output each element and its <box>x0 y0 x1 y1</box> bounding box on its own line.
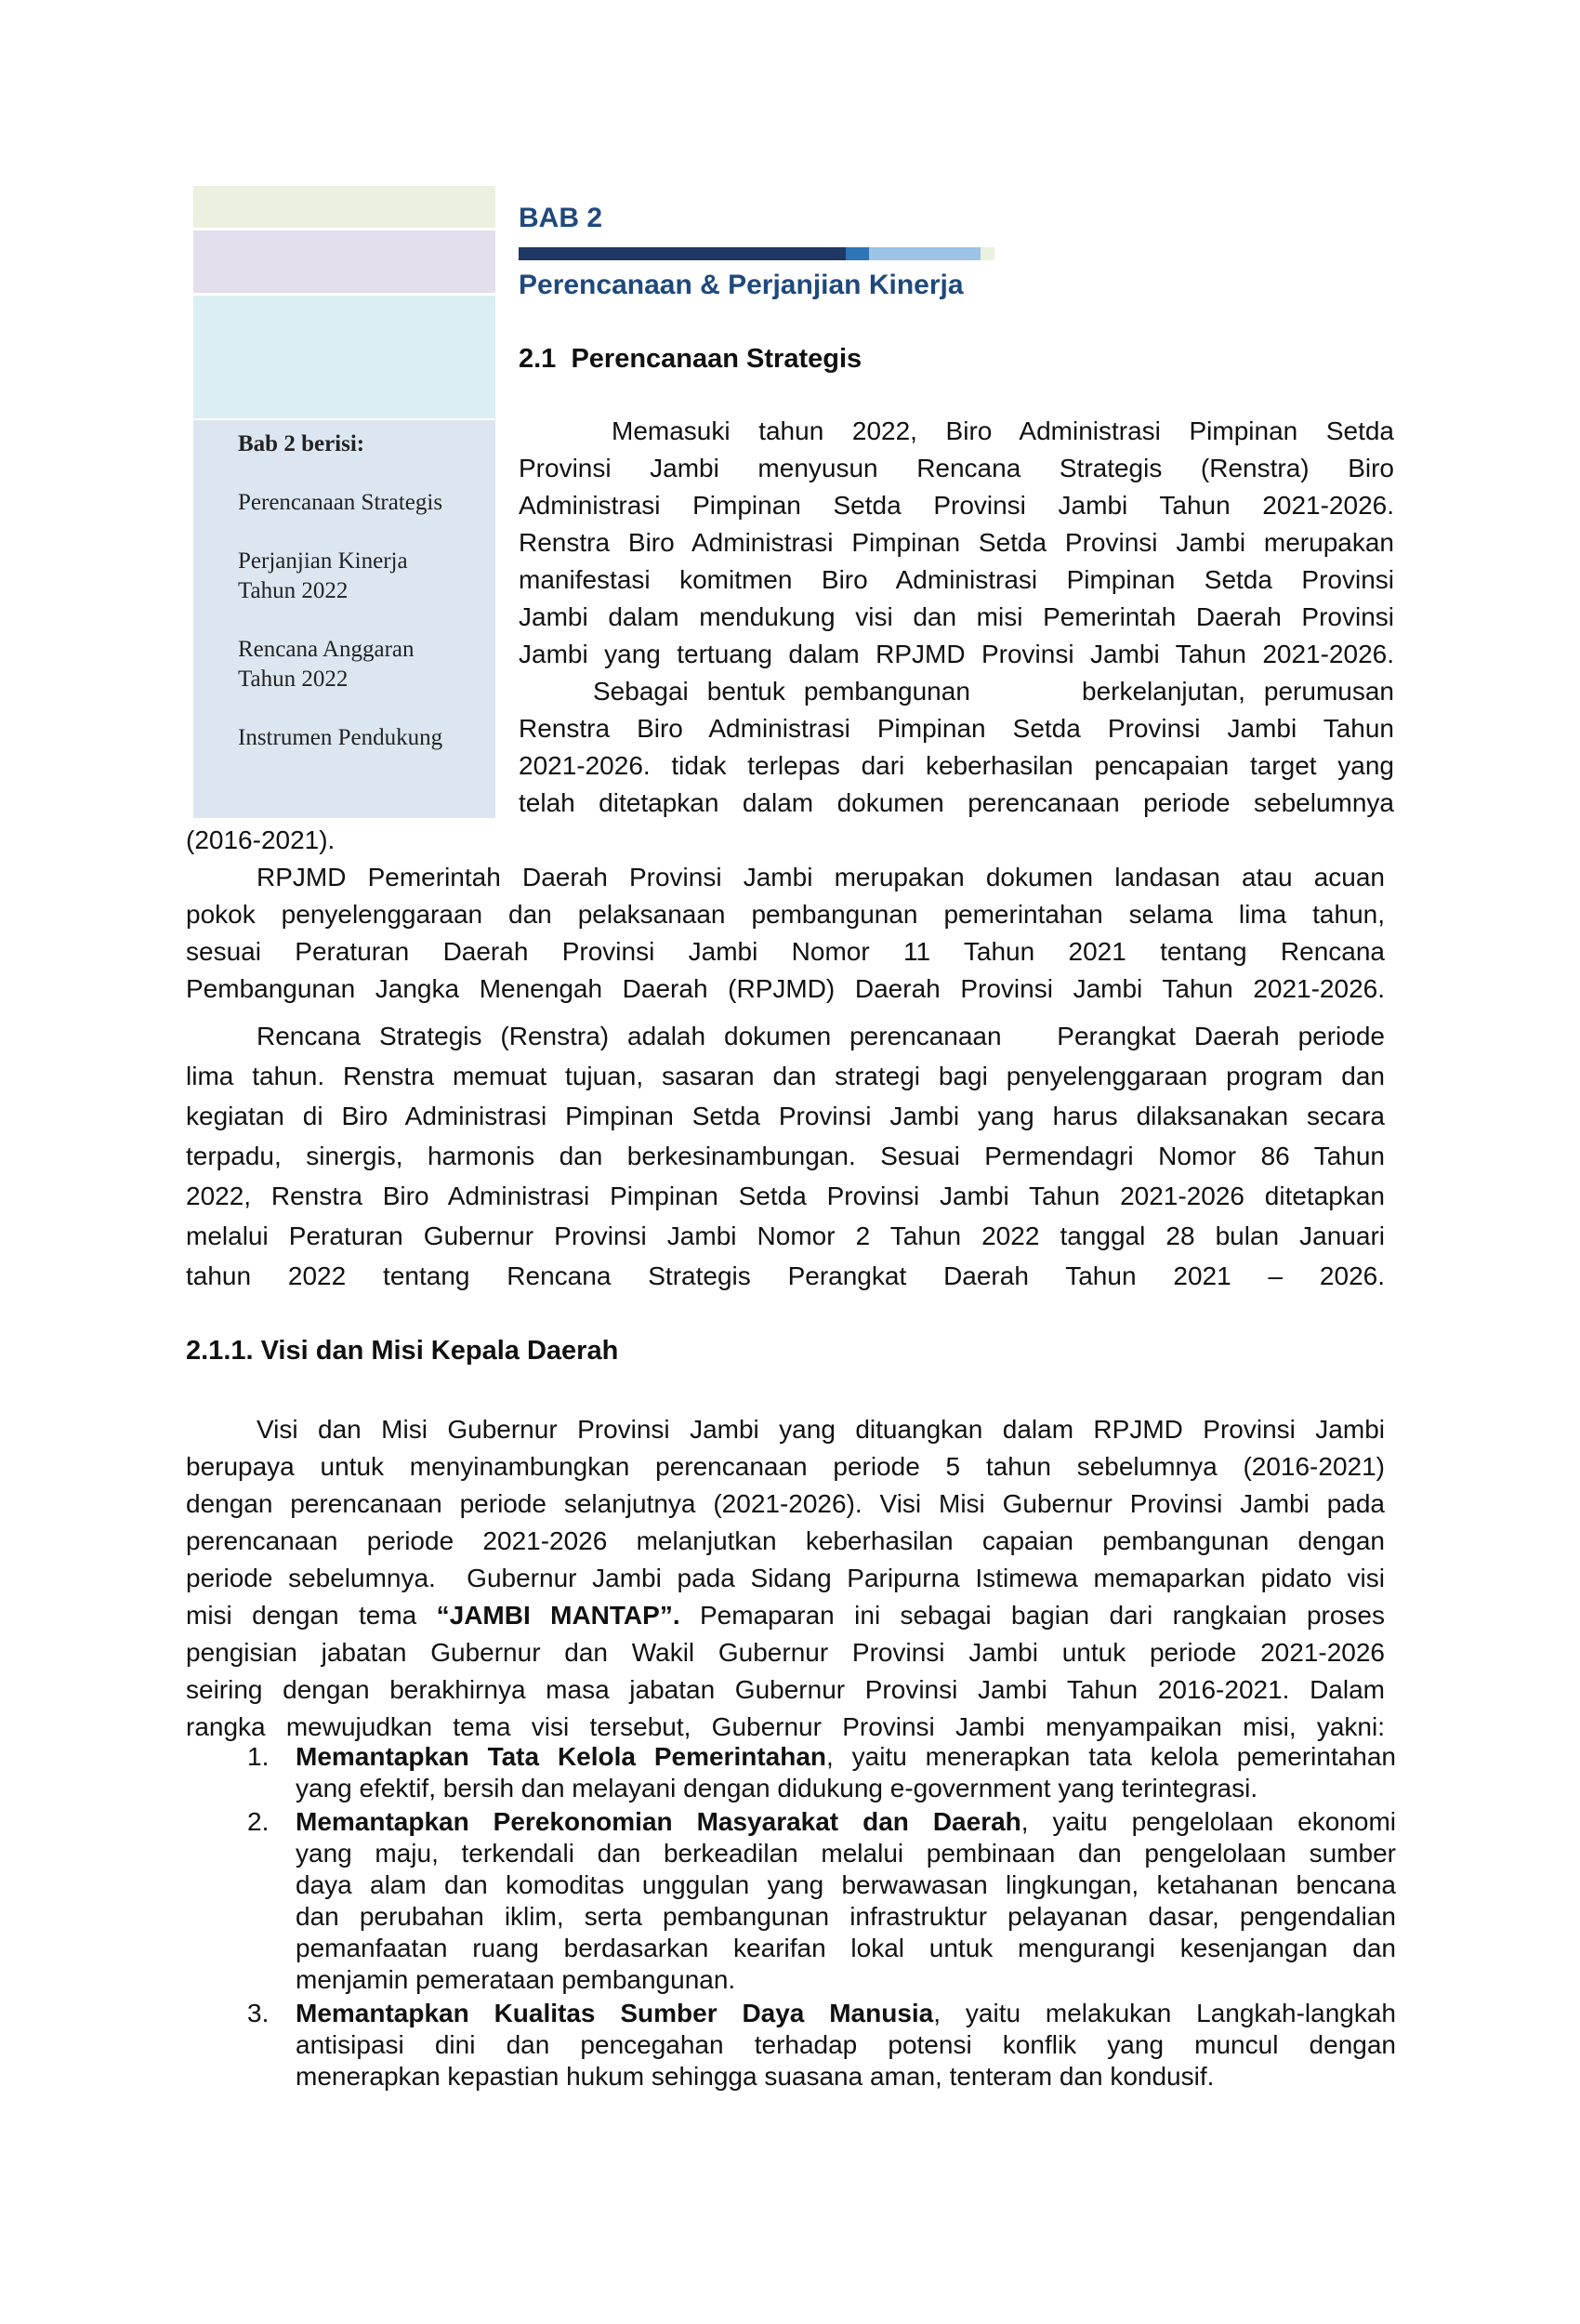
text-line: Rencana Strategis (Renstra) adalah dokumen perencanaan Perangkat Daerah periode <box>257 1022 1385 1050</box>
text-line: telah ditetapkan dalam dokumen perencanaan periode sebelumnya <box>519 788 1394 817</box>
list-number: 1. <box>247 1742 270 1771</box>
text-line: terpadu, sinergis, harmonis dan berkesinambungan. Sesuai Permendagri Nomor 86 Tahun <box>186 1142 1385 1170</box>
mission-title: Memantapkan Tata Kelola Pemerintahan <box>296 1742 827 1771</box>
paragraph-rpjmd <box>186 859 1385 1008</box>
text-run: , yaitu melakukan Langkah-langkah <box>933 1999 1396 2027</box>
chapter-label: BAB 2 <box>519 203 603 233</box>
list-item <box>247 1741 1396 1806</box>
sidebar-item: Perjanjian Kinerja <box>238 548 408 574</box>
text-run: Pemaparan ini sebagai bagian dari rangkaian proses <box>679 1601 1385 1630</box>
text-line: tahun 2022 tentang Rencana Strategis Perangkat Daerah Tahun 2021 – 2026. <box>186 1261 1385 1290</box>
text-line: Renstra Biro Administrasi Pimpinan Setda Provinsi Jambi merupakan <box>519 528 1394 557</box>
text-line: pokok penyelenggaraan dan pelaksanaan pembangunan pemerintahan selama lima tahun, <box>186 900 1385 929</box>
text-line: antisipasi dini dan pencegahan terhadap potensi konflik yang muncul dengan <box>296 2030 1396 2059</box>
text-line: yang efektif, bersih dan melayani dengan didukung e-government yang terintegrasi. <box>296 1774 1258 1802</box>
text-line: sesuai Peraturan Daerah Provinsi Jambi Nomor 11 Tahun 2021 tentang Rencana <box>186 937 1385 966</box>
list-number: 2. <box>247 1807 270 1836</box>
text-line: menerapkan kepastian hukum sehingga suasana aman, tenteram dan kondusif. <box>296 2062 1215 2091</box>
text-line: Sebagai bentuk pembangunan berkelanjutan, perumusan <box>593 677 1394 706</box>
text-line: kegiatan di Biro Administrasi Pimpinan Setda Provinsi Jambi yang harus dilaksanakan secara <box>186 1102 1385 1130</box>
header-bar-segment <box>869 247 981 260</box>
text-run: , yaitu menerapkan tata kelola pemerintahan <box>826 1742 1397 1771</box>
sidebar-item: Instrumen Pendukung <box>238 725 443 750</box>
text-line <box>296 1741 1396 1773</box>
paragraph-sustainable-tail <box>186 822 558 859</box>
text-line <box>186 1597 1385 1634</box>
theme-name: “JAMBI MANTAP”. <box>436 1601 680 1630</box>
text-line: melalui Peraturan Gubernur Provinsi Jambi Nomor 2 Tahun 2022 tanggal 28 bulan Januari <box>186 1221 1385 1250</box>
text-line: Pembangunan Jangka Menengah Daerah (RPJMD) Daerah Provinsi Jambi Tahun 2021-2026. <box>186 974 1385 1003</box>
mission-list <box>247 1741 1396 2094</box>
paragraph-renstra <box>186 1016 1385 1296</box>
text-line: (2016-2021). <box>186 825 336 854</box>
chapter-title: Perencanaan & Perjanjian Kinerja <box>519 270 964 300</box>
text-line: dengan perencanaan periode selanjutnya (2021-2026). Visi Misi Gubernur Provinsi Jambi pada <box>186 1489 1385 1518</box>
sidebar-band-cyan <box>193 296 495 418</box>
text-line: Jambi dalam mendukung visi dan misi Pemerintah Daerah Provinsi <box>519 602 1394 631</box>
text-line: yang maju, terkendali dan berkeadilan melalui pembinaan dan pengelolaan sumber <box>296 1839 1396 1868</box>
text-line: 2022, Renstra Biro Administrasi Pimpinan Setda Provinsi Jambi Tahun 2021-2026 ditetapkan <box>186 1182 1385 1210</box>
header-bar-segment <box>846 247 869 260</box>
text-line: perencanaan periode 2021-2026 melanjutkan keberhasilan capaian pembangunan dengan <box>186 1526 1385 1555</box>
text-line: menjamin pemerataan pembangunan. <box>296 1965 736 1994</box>
sidebar-contents-box <box>193 420 495 818</box>
text-line <box>296 1998 1396 2029</box>
section-number: 2.1 <box>519 344 557 374</box>
sidebar-band-green <box>193 186 495 228</box>
text-line: periode sebelumnya. Gubernur Jambi pada Sidang Paripurna Istimewa memaparkan pidato visi <box>186 1564 1385 1592</box>
paragraph-visi-misi <box>186 1411 1385 1746</box>
text-run: misi dengan tema <box>186 1601 437 1630</box>
header-bar-segment <box>981 247 994 260</box>
sidebar-item: Tahun 2022 <box>238 667 349 692</box>
text-line: seiring dengan berakhirnya masa jabatan Gubernur Provinsi Jambi Tahun 2016-2021. Dalam <box>186 1675 1385 1704</box>
text-line: Jambi yang tertuang dalam RPJMD Provinsi Jambi Tahun 2021-2026. <box>519 640 1394 668</box>
header-bar-segment <box>519 247 846 260</box>
sidebar-item: Perencanaan Strategis <box>238 490 443 515</box>
mission-title: Memantapkan Perekonomian Masyarakat dan Daerah <box>296 1807 1021 1836</box>
sidebar-item: Rencana Anggaran <box>238 637 415 662</box>
list-number: 3. <box>247 1999 270 2027</box>
section-title: Perencanaan Strategis <box>571 344 862 374</box>
text-line: lima tahun. Renstra memuat tujuan, sasaran dan strategi bagi penyelenggaraan program dan <box>186 1062 1385 1090</box>
section-heading <box>519 344 862 375</box>
text-line: manifestasi komitmen Biro Administrasi Pimpinan Setda Provinsi <box>519 565 1394 594</box>
sidebar-item: Tahun 2022 <box>238 578 349 603</box>
sidebar-band-lavender <box>193 231 495 293</box>
list-item <box>247 1998 1396 2094</box>
text-line: Administrasi Pimpinan Setda Provinsi Jambi Tahun 2021-2026. <box>519 491 1394 520</box>
text-line: Provinsi Jambi menyusun Rencana Strategis (Renstra) Biro <box>519 454 1394 482</box>
sidebar-title: Bab 2 berisi: <box>238 431 365 456</box>
text-line: 2021-2026. tidak terlepas dari keberhasilan pencapaian target yang <box>519 751 1394 780</box>
text-line: Renstra Biro Administrasi Pimpinan Setda Provinsi Jambi Tahun <box>519 714 1394 743</box>
paragraph-intro <box>519 413 1394 673</box>
paragraph-sustainable <box>519 673 1394 822</box>
mission-title: Memantapkan Kualitas Sumber Daya Manusia <box>296 1999 934 2027</box>
text-line: RPJMD Pemerintah Daerah Provinsi Jambi merupakan dokumen landasan atau acuan <box>257 863 1385 891</box>
list-item <box>247 1806 1396 1998</box>
text-line: dan perubahan iklim, serta pembangunan infrastruktur pelayanan dasar, pengendalian <box>296 1902 1396 1931</box>
text-line: pengisian jabatan Gubernur dan Wakil Gubernur Provinsi Jambi untuk periode 2021-2026 <box>186 1638 1385 1667</box>
text-line: Memasuki tahun 2022, Biro Administrasi Pimpinan Setda <box>612 416 1394 445</box>
text-line: pemanfaatan ruang berdasarkan kearifan lokal untuk mengurangi kesenjangan dan <box>296 1934 1396 1962</box>
text-line: daya alam dan komoditas unggulan yang berwawasan lingkungan, ketahanan bencana <box>296 1870 1396 1899</box>
text-line: Visi dan Misi Gubernur Provinsi Jambi yang dituangkan dalam RPJMD Provinsi Jambi <box>257 1415 1385 1444</box>
text-line: rangka mewujudkan tema visi tersebut, Gubernur Provinsi Jambi menyampaikan misi, yakni: <box>186 1712 1385 1741</box>
text-line: berupaya untuk menyinambungkan perencanaan periode 5 tahun sebelumnya (2016-2021) <box>186 1452 1385 1481</box>
text-line <box>296 1806 1396 1838</box>
subsection-heading: 2.1.1. Visi dan Misi Kepala Daerah <box>186 1336 619 1366</box>
text-run: , yaitu pengelolaan ekonomi <box>1020 1807 1397 1836</box>
